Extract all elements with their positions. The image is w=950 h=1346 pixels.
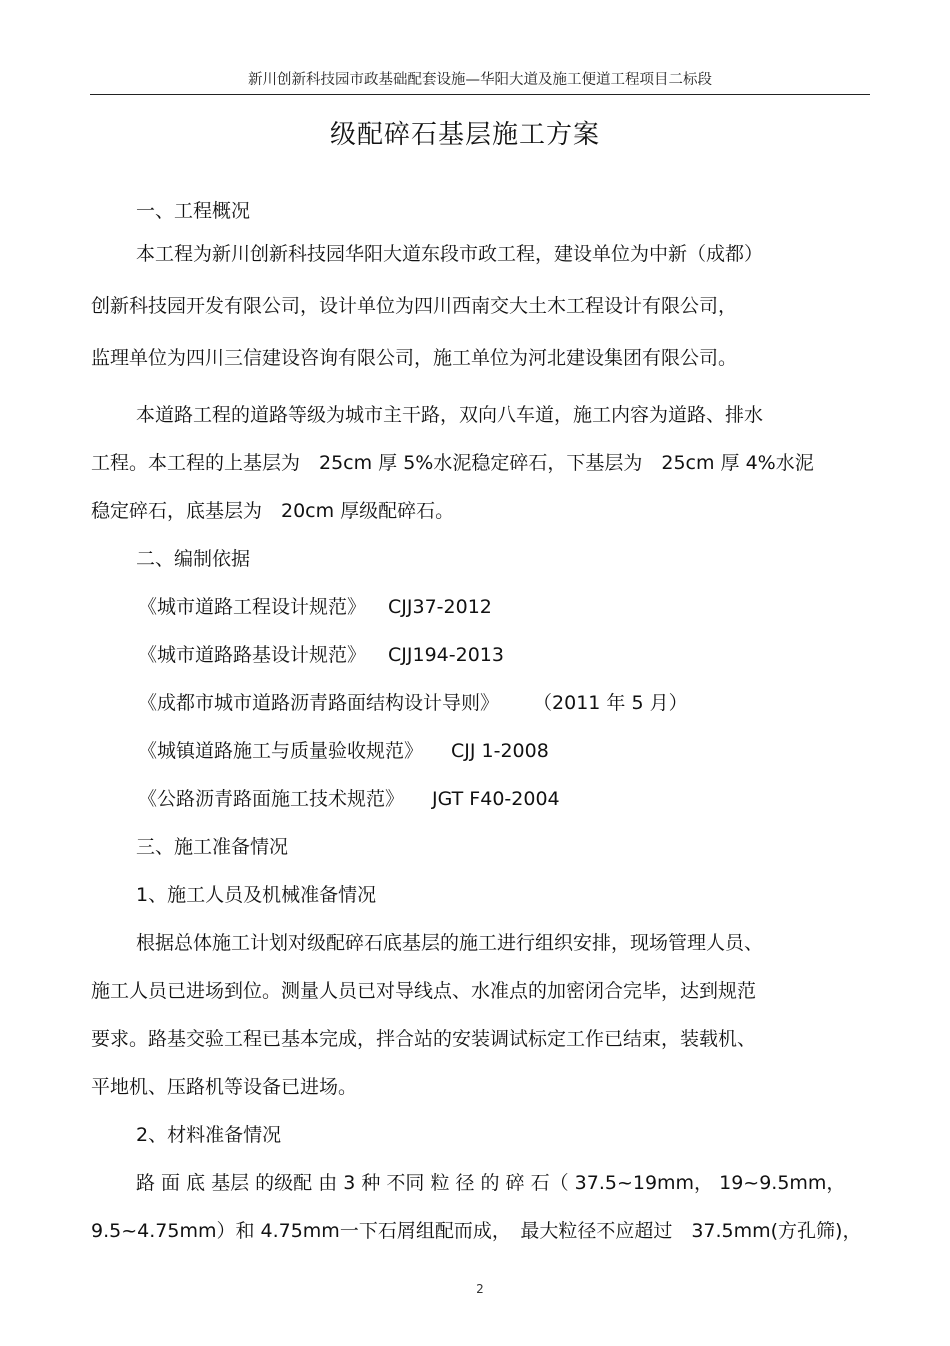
paragraph-line: 路 面 底 基层 的级配 由 3 种 不同 粒 径 的 碎 石（ 37.5~19mm， 19~9.5mm，: [136, 1172, 846, 1194]
reference-title: 《成都市城市道路沥青路面结构设计导则》: [138, 692, 500, 714]
reference-item: [138, 739, 549, 763]
reference-item: [138, 643, 504, 667]
reference-item: [138, 691, 688, 715]
reference-code: （2011 年 5 月）: [533, 692, 688, 714]
section-heading-preparation: 三、施工准备情况: [136, 836, 289, 858]
document-title: 级配碎石基层施工方案: [329, 120, 600, 150]
paragraph-line: 工程。本工程的上基层为 25cm 厚 5%水泥稳定碎石，下基层为 25cm 厚 4%水泥: [91, 452, 814, 474]
paragraph-line: 根据总体施工计划对级配碎石底基层的施工进行组织安排，现场管理人员、: [136, 932, 764, 954]
reference-item: [138, 787, 560, 811]
reference-code: JGT F40-2004: [432, 788, 560, 810]
header-divider: [90, 94, 870, 95]
reference-title: 《公路沥青路面施工技术规范》: [138, 788, 405, 810]
paragraph-line: 平地机、压路机等设备已进场。: [91, 1076, 358, 1098]
section-heading-overview: 一、工程概况: [136, 200, 251, 222]
reference-code: CJJ 1-2008: [451, 740, 549, 762]
paragraph-line: 稳定碎石，底基层为 20cm 厚级配碎石。: [91, 500, 455, 522]
reference-code: CJJ37-2012: [388, 596, 492, 618]
subsection-heading-materials: 2、材料准备情况: [136, 1124, 282, 1146]
paragraph-line: 施工人员已进场到位。测量人员已对导线点、水准点的加密闭合完毕，达到规范: [91, 980, 757, 1002]
section-heading-basis: 二、编制依据: [136, 548, 251, 570]
paragraph-line: 创新科技园开发有限公司，设计单位为四川西南交大土木工程设计有限公司，: [91, 295, 738, 317]
paragraph-line: 9.5~4.75mm）和 4.75mm一下石屑组配而成， 最大粒径不应超过 37.5mm(方孔筛)，: [91, 1220, 862, 1242]
subsection-heading-personnel: 1、施工人员及机械准备情况: [136, 884, 377, 906]
running-header: 新川创新科技园市政基础配套设施—华阳大道及施工便道工程项目二标段: [248, 72, 712, 88]
paragraph-line: 监理单位为四川三信建设咨询有限公司，施工单位为河北建设集团有限公司。: [91, 347, 738, 369]
reference-title: 《城市道路路基设计规范》: [138, 644, 367, 666]
page-number: 2: [476, 1282, 484, 1296]
paragraph-line: 本道路工程的道路等级为城市主干路，双向八车道，施工内容为道路、排水: [136, 404, 764, 426]
reference-item: [138, 595, 492, 619]
reference-title: 《城镇道路施工与质量验收规范》: [138, 740, 424, 762]
paragraph-line: 要求。路基交验工程已基本完成，拌合站的安装调试标定工作已结束，装载机、: [91, 1028, 757, 1050]
reference-title: 《城市道路工程设计规范》: [138, 596, 367, 618]
reference-code: CJJ194-2013: [388, 644, 504, 666]
paragraph-line: 本工程为新川创新科技园华阳大道东段市政工程，建设单位为中新（成都）: [136, 243, 764, 265]
